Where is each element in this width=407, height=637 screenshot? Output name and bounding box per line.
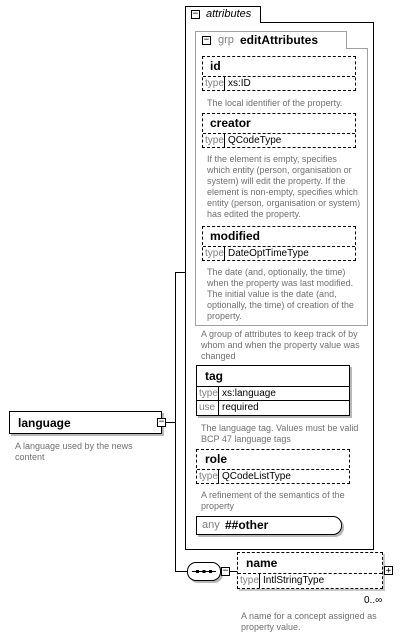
element-language-doc: A language used by the news content xyxy=(15,441,133,462)
attribute-tag-doc: The language tag. Values must be valid BCP 47 language tags xyxy=(201,423,359,444)
attribute-creator[interactable] xyxy=(202,113,356,148)
attribute-modified-doc: The date (and, optionally, the time) when the property was last modified. The initial value is the date (and, optionally, the time) of creation of the property. xyxy=(207,267,354,321)
attribute-tag[interactable] xyxy=(196,365,350,416)
type-value: xs:language xyxy=(222,388,276,399)
element-language-name: language xyxy=(18,416,71,430)
connector-to-sequence xyxy=(175,571,187,572)
element-name-expand[interactable]: + xyxy=(385,566,392,576)
attribute-name: id xyxy=(210,59,221,73)
edit-attributes-tab xyxy=(195,31,347,49)
type-label: type xyxy=(205,248,224,259)
attribute-role-doc: A refinement of the semantics of the property xyxy=(201,490,345,511)
edit-attributes-name: editAttributes xyxy=(240,33,318,47)
connector-root-to-attributes xyxy=(166,422,175,423)
any-name: ##other xyxy=(225,518,269,532)
any-attribute[interactable] xyxy=(196,516,342,535)
attributes-title: attributes xyxy=(206,8,252,20)
attribute-id-doc: The local identifier of the property. xyxy=(207,98,343,108)
attribute-modified[interactable] xyxy=(202,226,356,261)
element-name-title: name xyxy=(246,556,278,570)
connector-to-attributes xyxy=(175,272,185,273)
edit-attributes-doc: A group of attributes to keep track of by whom and when the property value was changed xyxy=(201,329,360,361)
connector-vertical xyxy=(175,272,176,572)
attributes-toggle[interactable]: − xyxy=(192,9,199,19)
type-value: IntlStringType xyxy=(263,575,325,586)
attribute-id[interactable] xyxy=(202,56,356,91)
type-label: type xyxy=(240,575,259,586)
connector-sequence-to-name xyxy=(229,571,237,572)
element-name-occurs: 0..∞ xyxy=(364,595,383,606)
edit-attributes-toggle[interactable]: − xyxy=(203,35,210,45)
element-name[interactable] xyxy=(237,552,383,589)
element-language[interactable] xyxy=(9,411,162,434)
type-label: type xyxy=(199,388,218,399)
attribute-name: creator xyxy=(210,116,251,130)
element-name-doc: A name for a concept assigned as property value. xyxy=(241,611,377,632)
type-label: type xyxy=(199,471,218,482)
attribute-creator-doc: If the element is empty, specifies which entity (person, organisation or system) will edit the property. If the element is non-empty, specifies which entity (person, organisation or system) has edited the property. xyxy=(207,154,361,219)
type-value: QCodeType xyxy=(228,135,282,146)
attribute-name: tag xyxy=(205,369,223,383)
type-label: type xyxy=(205,135,224,146)
attribute-name: modified xyxy=(210,229,260,243)
sequence-icon xyxy=(187,562,221,581)
sequence-compositor[interactable] xyxy=(187,562,221,581)
element-language-toggle[interactable]: − xyxy=(158,417,165,427)
any-prefix: any xyxy=(202,519,220,531)
type-label: type xyxy=(205,78,224,89)
attributes-tab xyxy=(185,6,261,23)
use-label: use xyxy=(197,401,219,415)
use-value: required xyxy=(222,402,259,413)
type-value: QCodeListType xyxy=(222,471,291,482)
sequence-toggle[interactable]: − xyxy=(222,566,229,576)
type-value: xs:ID xyxy=(228,78,251,89)
grp-prefix: grp xyxy=(218,34,234,46)
attribute-name: role xyxy=(205,452,228,466)
attribute-role[interactable] xyxy=(196,449,350,484)
type-value: DateOptTimeType xyxy=(228,248,309,259)
